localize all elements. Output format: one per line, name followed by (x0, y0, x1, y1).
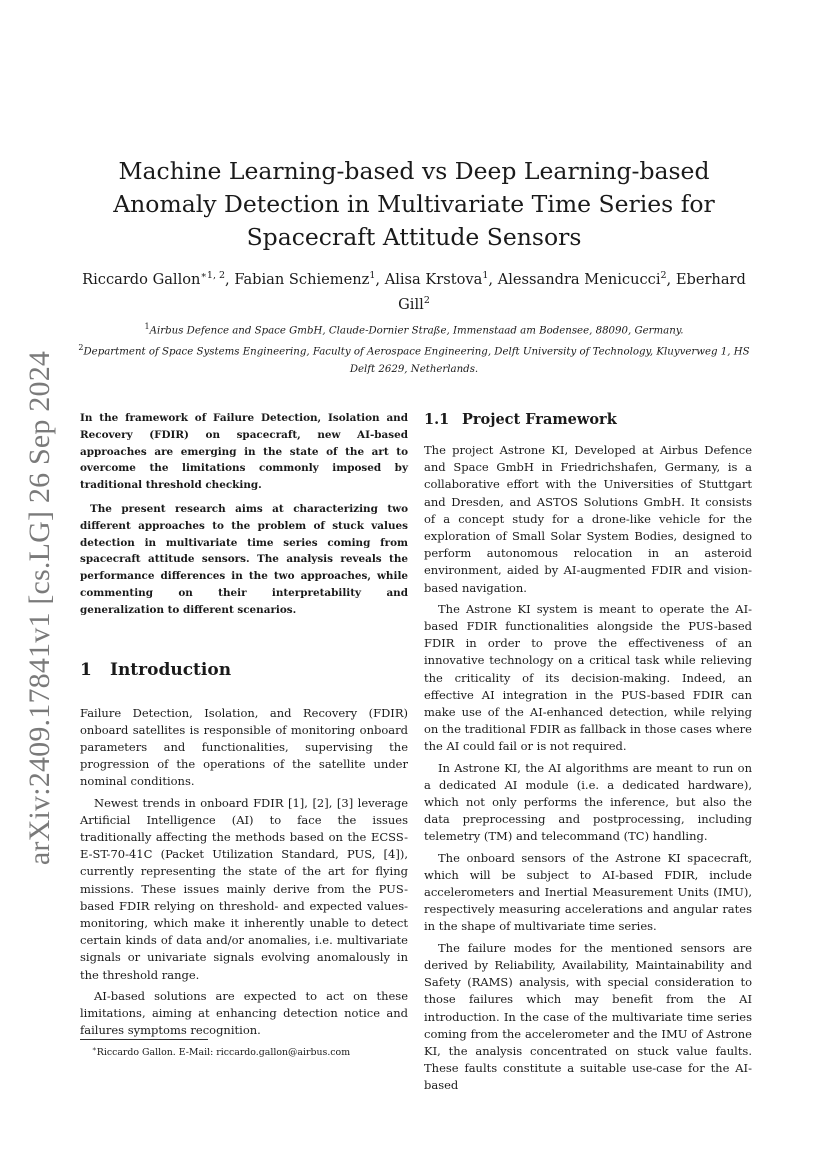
subsection-title: Project Framework (462, 411, 617, 428)
subsection-heading-project-framework (424, 410, 752, 430)
body-paragraph: In Astrone KI, the AI algorithms are meant to run on a dedicated AI module (i.e. a dedicated hardware), which not only performs the inference, but also the data preprocessing and postprocessing, including telemetry (TM) and telecommand (TC) handling. (424, 760, 752, 844)
affiliation-line (75, 318, 753, 339)
arxiv-identifier-text: arXiv:2409.17841v1 [cs.LG] 26 Sep 2024 (23, 350, 56, 866)
author-mark: ∗1, 2 (200, 270, 226, 281)
body-paragraph: Failure Detection, Isolation, and Recovery (FDIR) onboard satellites is responsible of monitoring onboard parameters and functionalities, supervising the progression of the operations of the satellite under nominal conditions. (80, 705, 408, 789)
right-column (424, 410, 752, 1099)
author-mark: 2 (423, 294, 430, 306)
footnote-mark: ∗ (92, 1045, 97, 1053)
body-paragraph: Newest trends in onboard FDIR [1], [2], [3] leverage Artificial Intelligence (AI) to face the issues traditionally affecting the methods based on the ECSS-E-ST-70-41C (Packet Utilization Standard, PUS, [4]), currently representing the state of the art for flying missions. These issues mainly derive from the PUS-based FDIR relying on threshold- and expected values-monitoring, which make it inherently unable to detect certain kinds of data and/or anomalies, i.e. multivariate signals or univariate signals evolving anomalously in the threshold range. (80, 795, 408, 982)
body-paragraph: The project Astrone KI, Developed at Airbus Defence and Space GmbH in Friedrichshafen, Germany, is a collaborative effort with the Universities of Stuttgart and Dresden, and ASTOS Solutions GmbH. It consists of a concept study for a drone-like vehicle for the exploration of Small Solar System Bodies, designed to perform autonomous relocation in an asteroid environment, aided by AI-augmented FDIR and vision-based navigation. (424, 443, 752, 595)
footnote-rule (80, 1039, 208, 1040)
arxiv-identifier (22, 350, 58, 866)
introduction-body (80, 705, 408, 1040)
body-paragraph: The Astrone KI system is meant to operate the AI-based FDIR functionalities alongside the PUS-based FDIR in order to prove the effectiveness of an innovative technology on a critical task while relieving the criticality of its decision-making. Indeed, an effective AI integration in the PUS-based FDIR can make use of the AI-enhanced detection, while relying on the traditional FDIR as fallback in those cases where the AI could fail or is not required. (424, 601, 752, 754)
subsection-number: 1.1 (424, 411, 450, 428)
section-heading-introduction (80, 659, 408, 681)
affiliation-line (75, 339, 753, 377)
body-paragraph: The onboard sensors of the Astrone KI spacecraft, which will be subject to AI-based FDIR, include accelerometers and Inertial Measurement Units (IMU), respectively measuring accelerations and angular rates in the shape of multivariate time series. (424, 850, 752, 934)
author-name: Fabian Schiemenz (234, 270, 370, 288)
abstract-paragraph: The present research aims at characterizing two different approaches to the problem of stuck values detection in multivariate time series coming from spacecraft attitude sensors. The analysis reveals the performance differences in the two approaches, while commenting on their interpretability and generalization to different scenarios. (80, 502, 408, 616)
section-title: Introduction (110, 659, 232, 680)
author-name: Alisa Krstova (384, 270, 483, 288)
footnote-text: Riccardo Gallon. E-Mail: riccardo.gallon@airbus.com (96, 1047, 351, 1059)
affiliations (75, 318, 753, 378)
abstract (80, 410, 408, 619)
author-mark: 1 (482, 270, 489, 281)
left-column (80, 410, 408, 1043)
author-list: Riccardo Gallon$^{∗1, 2}$, Fabian Schiemenz$^1$, Alisa Krstova$^1$, Alessandra Menicucci$^2$, Eberhard Gill$^2$ (82, 270, 746, 313)
affiliation-mark: 1 (144, 322, 150, 331)
author-name: Eberhard Gill (398, 270, 746, 313)
paper-title: Machine Learning-based vs Deep Learning-based Anomaly Detection in Multivariate Time Series for Spacecraft Attitude Sensors (113, 157, 715, 251)
author-name: Alessandra Menicucci (497, 270, 661, 288)
project-framework-body (424, 442, 752, 1095)
abstract-paragraph: In the framework of Failure Detection, Isolation and Recovery (FDIR) on spacecraft, new AI-based approaches are emerging in the state of the art to overcome the limitations commonly imposed by traditional threshold checking. (80, 412, 408, 492)
footnote (92, 1043, 350, 1059)
author-mark: 1 (369, 270, 376, 281)
affiliation-mark: 2 (78, 343, 84, 353)
affiliation-text: Department of Space Systems Engineering, Faculty of Aerospace Engineering, Delft University of Technology, Kluyverweg 1, HS Delft 2629, Netherlands. (83, 346, 750, 375)
body-paragraph: The failure modes for the mentioned sensors are derived by Reliability, Availability, Maintainability and Safety (RAMS) analysis, with special consideration to those failures which may benefit from the AI introduction. In the case of the multivariate time series coming from the accelerometer and the IMU of Astrone KI, the analysis concentrated on stuck value faults. These faults constitute a suitable use-case for the AI-based (424, 940, 752, 1093)
author-mark: 2 (660, 270, 667, 281)
affiliation-text: Airbus Defence and Space GmbH, Claude-Dornier Straße, Immenstaad am Bodensee, 88090, Germany. (149, 325, 684, 337)
author-name: Riccardo Gallon (82, 270, 201, 288)
section-number: 1 (80, 659, 92, 680)
body-paragraph: AI-based solutions are expected to act on these limitations, aiming at enhancing detection notice and failures symptoms recognition. (80, 988, 408, 1038)
